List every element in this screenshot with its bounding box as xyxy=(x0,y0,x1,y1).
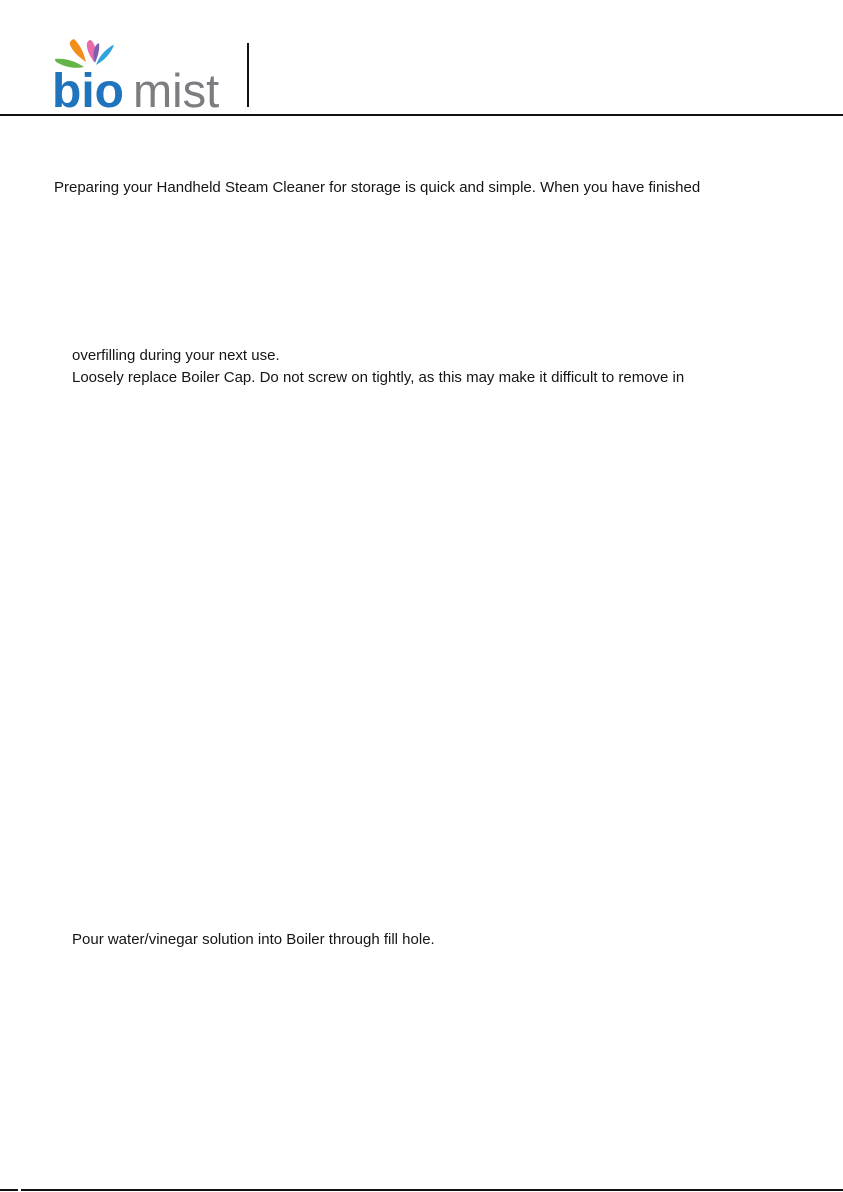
header-vertical-divider xyxy=(247,43,249,107)
overfill-warning-text: overfilling during your next use. xyxy=(72,347,280,364)
header-rule xyxy=(0,114,843,116)
vinegar-solution-instruction: Pour water/vinegar solution into Boiler through fill hole. xyxy=(72,931,435,948)
biomist-logo xyxy=(48,34,233,114)
footer-rule xyxy=(0,1189,843,1191)
footer-rule-gap xyxy=(18,1189,21,1191)
boiler-cap-instruction: Loosely replace Boiler Cap. Do not screw on tightly, as this may make it difficult to remove in xyxy=(72,369,685,386)
page-header xyxy=(0,0,843,118)
logo-petal-orange xyxy=(70,39,86,62)
logo-text-bio: bio xyxy=(52,65,124,114)
logo-text-mist: mist xyxy=(133,64,220,114)
biomist-logo-graphic xyxy=(48,34,233,114)
intro-text: Preparing your Handheld Steam Cleaner for storage is quick and simple. When you have finished xyxy=(54,179,701,196)
